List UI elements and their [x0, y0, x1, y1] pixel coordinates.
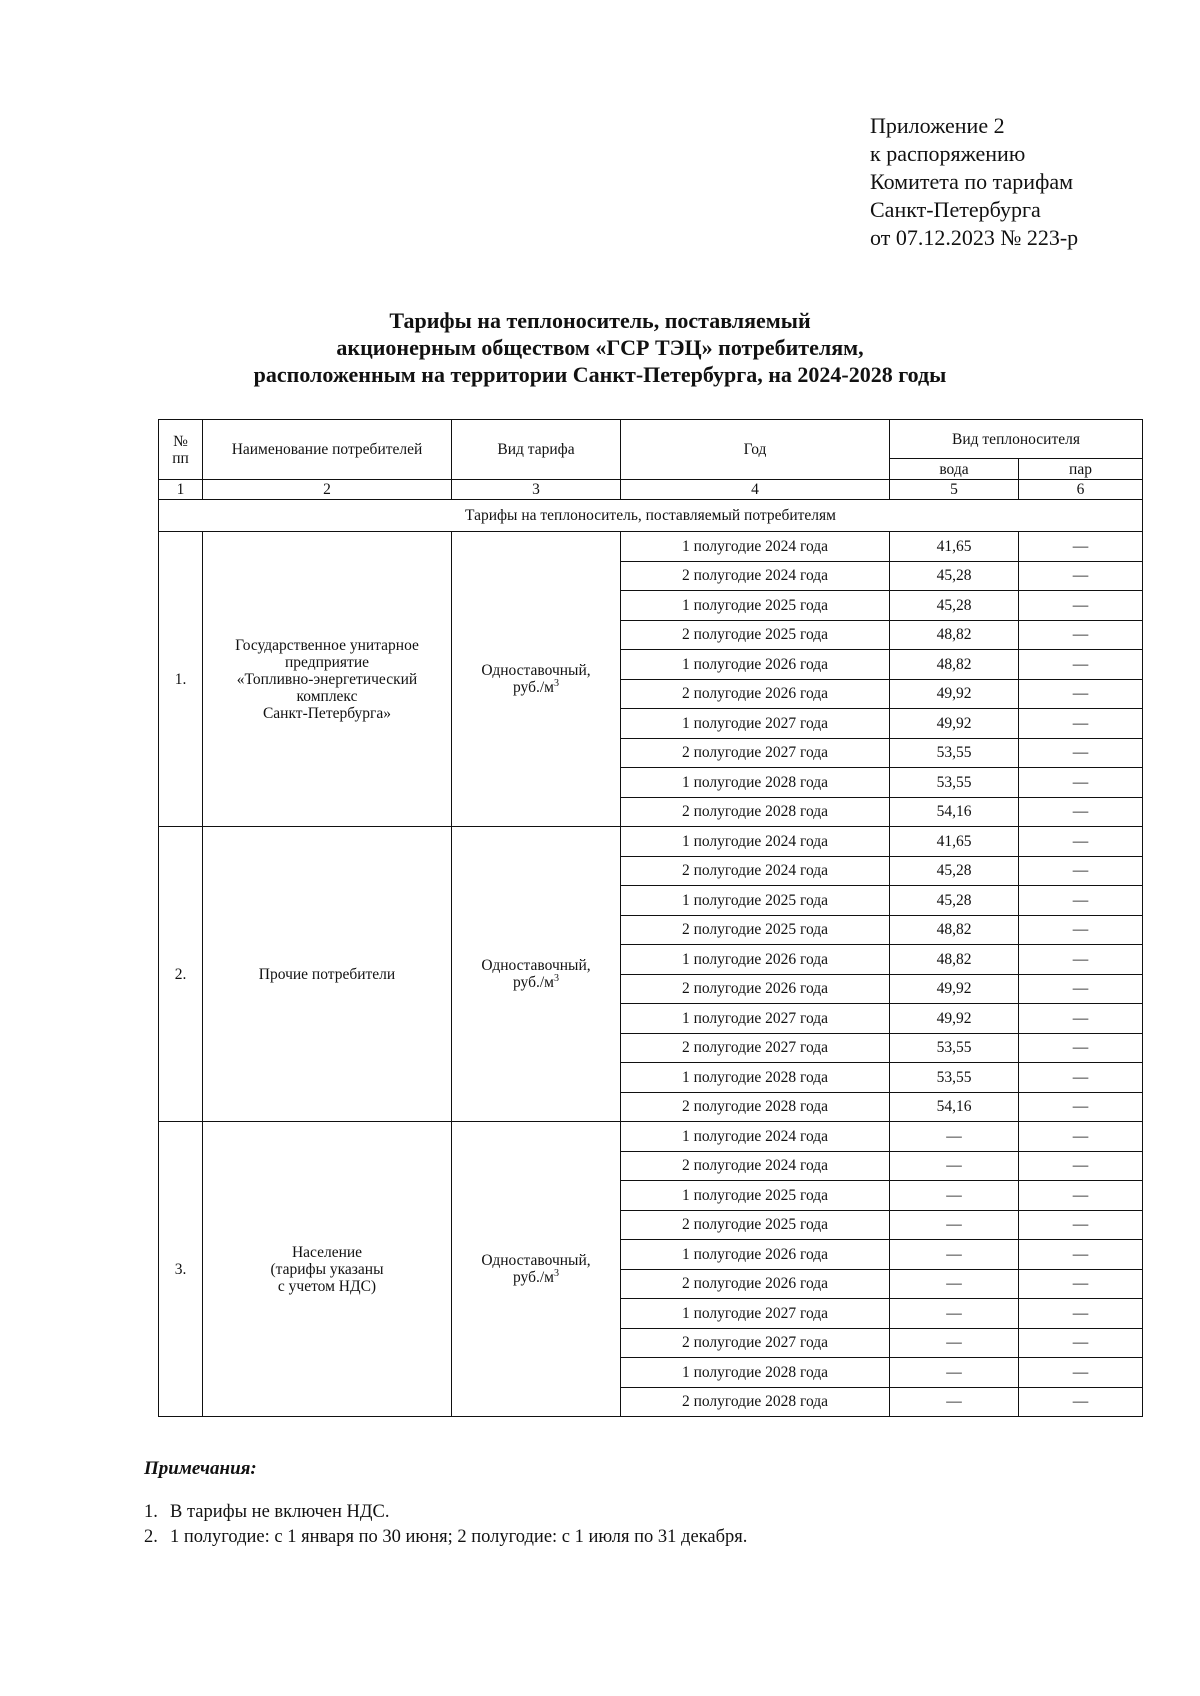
water-value: 49,92 [890, 974, 1019, 1004]
tariff-unit-exponent: 3 [553, 677, 559, 689]
water-value: — [890, 1210, 1019, 1240]
tariff-unit-exponent: 3 [553, 972, 559, 984]
steam-value: — [1019, 532, 1143, 562]
steam-value: — [1019, 1210, 1143, 1240]
period-cell: 1 полугодие 2028 года [621, 1063, 890, 1093]
steam-value: — [1019, 738, 1143, 768]
water-value: — [890, 1299, 1019, 1329]
tariff-table [158, 419, 1143, 1417]
period-cell: 2 полугодие 2027 года [621, 1328, 890, 1358]
water-value: — [890, 1387, 1019, 1417]
period-cell: 1 полугодие 2027 года [621, 1004, 890, 1034]
section-title: Тарифы на теплоноситель, поставляемый потребителям [159, 500, 1143, 532]
steam-value: — [1019, 768, 1143, 798]
tariff-unit-line [456, 974, 616, 991]
steam-value: — [1019, 1122, 1143, 1152]
water-value: — [890, 1240, 1019, 1270]
steam-value: — [1019, 1299, 1143, 1329]
steam-value: — [1019, 1328, 1143, 1358]
tariff-type [452, 1122, 621, 1417]
steam-value: — [1019, 827, 1143, 857]
header-consumer: Наименование потребителей [203, 420, 452, 480]
table-row [159, 1122, 1143, 1152]
period-cell: 2 полугодие 2025 года [621, 1210, 890, 1240]
consumer-name-line: Государственное унитарное [235, 636, 419, 654]
tariff-unit: руб./м [513, 679, 554, 696]
steam-value: — [1019, 650, 1143, 680]
steam-value: — [1019, 1358, 1143, 1388]
water-value: — [890, 1181, 1019, 1211]
consumer-name-line: с учетом НДС) [277, 1277, 377, 1295]
period-cell: 1 полугодие 2027 года [621, 709, 890, 739]
water-value: 45,28 [890, 591, 1019, 621]
consumer-name [203, 1122, 452, 1417]
consumer-name-line: предприятие [284, 653, 370, 671]
title-line: Тарифы на теплоноситель, поставляемый [389, 308, 811, 333]
steam-value: — [1019, 915, 1143, 945]
water-value: 41,65 [890, 532, 1019, 562]
period-cell: 2 полугодие 2024 года [621, 561, 890, 591]
notes-list [144, 1500, 747, 1550]
consumer-name-line: (тарифы указаны [270, 1260, 384, 1278]
steam-value: — [1019, 561, 1143, 591]
header-row [159, 420, 1143, 459]
period-cell: 2 полугодие 2025 года [621, 620, 890, 650]
note-text: В тарифы не включен НДС. [170, 1502, 390, 1522]
period-cell: 1 полугодие 2028 года [621, 1358, 890, 1388]
water-value: 48,82 [890, 915, 1019, 945]
table-row [159, 827, 1143, 857]
water-value: 48,82 [890, 945, 1019, 975]
header-steam: пар [1019, 459, 1143, 480]
water-value: — [890, 1151, 1019, 1181]
header-water: вода [890, 459, 1019, 480]
tariff-unit: руб./м [513, 1269, 554, 1286]
tariff-unit-line [456, 1269, 616, 1286]
tariff-type-line: Одноставочный, [481, 957, 591, 974]
consumer-name-line: Прочие потребители [258, 965, 396, 983]
period-cell: 2 полугодие 2026 года [621, 1269, 890, 1299]
water-value: 45,28 [890, 561, 1019, 591]
appendix-block [870, 112, 1078, 252]
water-value: 53,55 [890, 1033, 1019, 1063]
tariff-unit-exponent: 3 [553, 1267, 559, 1279]
appendix-line: Приложение 2 [870, 113, 1005, 138]
appendix-line: от 07.12.2023 № 223-р [870, 225, 1079, 250]
table-row [159, 532, 1143, 562]
notes-title: Примечания: [144, 1458, 257, 1479]
steam-value: — [1019, 679, 1143, 709]
steam-value: — [1019, 856, 1143, 886]
water-value: — [890, 1122, 1019, 1152]
period-cell: 2 полугодие 2025 года [621, 915, 890, 945]
row-number: 1. [159, 532, 203, 827]
period-cell: 1 полугодие 2025 года [621, 591, 890, 621]
consumer-name-line: «Топливно-энергетический [236, 670, 418, 688]
column-index-row [159, 480, 1143, 500]
water-value: 48,82 [890, 650, 1019, 680]
consumer-name-line: Население [291, 1243, 363, 1261]
period-cell: 2 полугодие 2026 года [621, 679, 890, 709]
steam-value: — [1019, 620, 1143, 650]
tariff-type [452, 532, 621, 827]
steam-value: — [1019, 1004, 1143, 1034]
water-value: 54,16 [890, 1092, 1019, 1122]
column-index: 5 [890, 480, 1019, 500]
steam-value: — [1019, 1063, 1143, 1093]
appendix-line: Санкт-Петербурга [870, 197, 1041, 222]
header-year: Год [621, 420, 890, 480]
note-number: 2. [144, 1527, 158, 1547]
title-line: расположенным на территории Санкт-Петербурга, на 2024-2028 годы [253, 362, 947, 387]
period-cell: 2 полугодие 2028 года [621, 797, 890, 827]
column-index: 6 [1019, 480, 1143, 500]
tariff-unit: руб./м [513, 974, 554, 991]
period-cell: 2 полугодие 2027 года [621, 1033, 890, 1063]
period-cell: 1 полугодие 2025 года [621, 886, 890, 916]
water-value: 49,92 [890, 709, 1019, 739]
column-index: 4 [621, 480, 890, 500]
appendix-line: Комитета по тарифам [870, 169, 1074, 194]
row-number: 2. [159, 827, 203, 1122]
column-index: 1 [159, 480, 203, 500]
consumer-name [203, 532, 452, 827]
note-item [144, 1525, 747, 1550]
appendix-line: к распоряжению [870, 141, 1026, 166]
water-value: 49,92 [890, 679, 1019, 709]
period-cell: 1 полугодие 2024 года [621, 532, 890, 562]
water-value: 41,65 [890, 827, 1019, 857]
steam-value: — [1019, 1092, 1143, 1122]
steam-value: — [1019, 797, 1143, 827]
column-index: 2 [203, 480, 452, 500]
water-value: 53,55 [890, 1063, 1019, 1093]
steam-value: — [1019, 945, 1143, 975]
row-number: 3. [159, 1122, 203, 1417]
water-value: 53,55 [890, 768, 1019, 798]
period-cell: 2 полугодие 2028 года [621, 1092, 890, 1122]
steam-value: — [1019, 1151, 1143, 1181]
steam-value: — [1019, 709, 1143, 739]
period-cell: 1 полугодие 2024 года [621, 827, 890, 857]
period-cell: 2 полугодие 2027 года [621, 738, 890, 768]
period-cell: 1 полугодие 2026 года [621, 1240, 890, 1270]
water-value: — [890, 1269, 1019, 1299]
header-carrier: Вид теплоносителя [890, 420, 1143, 459]
period-cell: 2 полугодие 2024 года [621, 856, 890, 886]
steam-value: — [1019, 1269, 1143, 1299]
water-value: — [890, 1328, 1019, 1358]
steam-value: — [1019, 886, 1143, 916]
tariff-type [452, 827, 621, 1122]
period-cell: 2 полугодие 2026 года [621, 974, 890, 1004]
column-index: 3 [452, 480, 621, 500]
header-tariff-type: Вид тарифа [452, 420, 621, 480]
water-value: 53,55 [890, 738, 1019, 768]
period-cell: 2 полугодие 2024 года [621, 1151, 890, 1181]
consumer-name-line: Санкт-Петербурга» [262, 704, 392, 722]
title-line: акционерным обществом «ГСР ТЭЦ» потребителям, [336, 335, 864, 360]
water-value: 49,92 [890, 1004, 1019, 1034]
period-cell: 1 полугодие 2024 года [621, 1122, 890, 1152]
tariff-type-line: Одноставочный, [481, 662, 591, 679]
water-value: 45,28 [890, 886, 1019, 916]
period-cell: 2 полугодие 2028 года [621, 1387, 890, 1417]
period-cell: 1 полугодие 2026 года [621, 650, 890, 680]
water-value: — [890, 1358, 1019, 1388]
note-text: 1 полугодие: с 1 января по 30 июня; 2 полугодие: с 1 июля по 31 декабря. [170, 1527, 748, 1547]
water-value: 48,82 [890, 620, 1019, 650]
note-item [144, 1500, 747, 1525]
steam-value: — [1019, 1387, 1143, 1417]
steam-value: — [1019, 1240, 1143, 1270]
tariff-unit-line [456, 679, 616, 696]
header-num: № пп [159, 420, 203, 480]
tariff-type-line: Одноставочный, [481, 1252, 591, 1269]
steam-value: — [1019, 1033, 1143, 1063]
document-title [150, 307, 1050, 388]
steam-value: — [1019, 591, 1143, 621]
period-cell: 1 полугодие 2028 года [621, 768, 890, 798]
water-value: 54,16 [890, 797, 1019, 827]
period-cell: 1 полугодие 2025 года [621, 1181, 890, 1211]
steam-value: — [1019, 1181, 1143, 1211]
water-value: 45,28 [890, 856, 1019, 886]
consumer-name [203, 827, 452, 1122]
section-row [159, 500, 1143, 532]
consumer-name-line: комплекс [296, 687, 358, 705]
period-cell: 1 полугодие 2026 года [621, 945, 890, 975]
period-cell: 1 полугодие 2027 года [621, 1299, 890, 1329]
steam-value: — [1019, 974, 1143, 1004]
note-number: 1. [144, 1502, 158, 1522]
